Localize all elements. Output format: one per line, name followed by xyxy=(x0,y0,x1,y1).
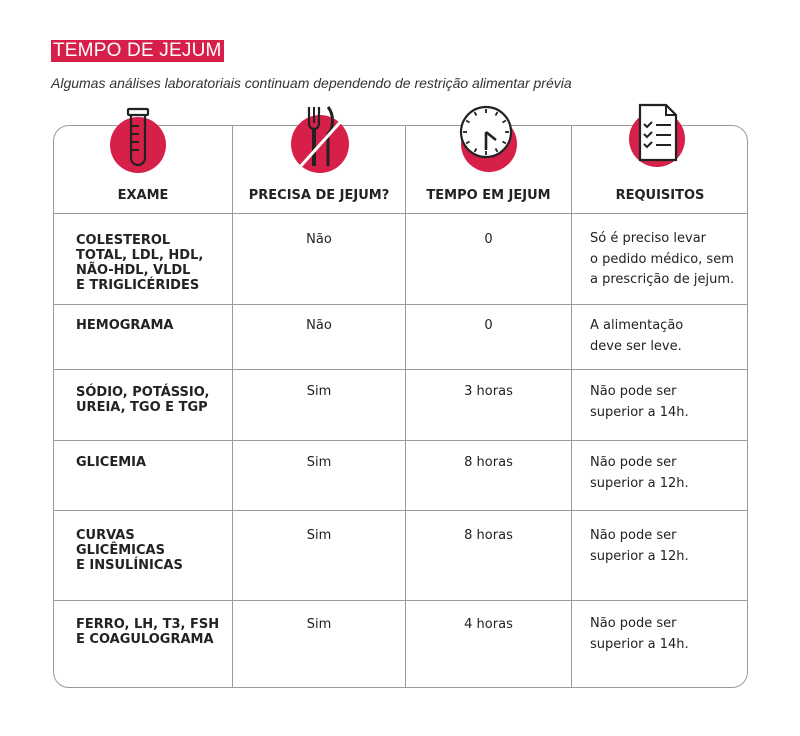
row-divider xyxy=(54,600,748,601)
clock-icon xyxy=(456,102,520,174)
time-value: 8 horas xyxy=(464,455,513,470)
row-divider xyxy=(54,440,748,441)
row-divider xyxy=(54,213,748,214)
column-divider xyxy=(571,125,572,688)
row-divider xyxy=(54,510,748,511)
header-exam: EXAME xyxy=(117,188,169,203)
exam-name: CURVAS GLICÊMICAS E INSULÍNICAS xyxy=(76,528,183,573)
header-time: TEMPO EM JEJUM xyxy=(426,188,551,203)
requirement-text: Só é preciso levar o pedido médico, sem a prescrição de jejum. xyxy=(590,231,735,287)
time-value: 3 horas xyxy=(464,384,513,399)
page-subtitle: Algumas análises laboratoriais continuam dependendo de restrição alimentar prévia xyxy=(51,75,572,91)
column-divider xyxy=(232,125,233,688)
fasting-value: Sim xyxy=(306,528,332,543)
test-tube-icon xyxy=(108,106,168,174)
exam-name: COLESTEROL TOTAL, LDL, HDL, NÃO-HDL, VLDL E TRIGLICÉRIDES xyxy=(76,233,204,293)
time-value: 0 xyxy=(484,232,493,247)
fasting-value: Não xyxy=(306,232,332,247)
row-divider xyxy=(54,369,748,370)
fasting-value: Sim xyxy=(306,455,332,470)
row-divider xyxy=(54,304,748,305)
requirement-text: Não pode ser superior a 12h. xyxy=(590,528,689,564)
requirement-text: Não pode ser superior a 14h. xyxy=(590,616,689,652)
exam-name: FERRO, LH, T3, FSH E COAGULOGRAMA xyxy=(76,617,220,647)
page-title: TEMPO DE JEJUM xyxy=(53,40,222,61)
fasting-value: Não xyxy=(306,318,332,333)
time-value: 0 xyxy=(484,318,493,333)
exam-name: GLICEMIA xyxy=(76,455,147,470)
requirement-text: Não pode ser superior a 14h. xyxy=(590,384,689,420)
fasting-value: Sim xyxy=(306,617,332,632)
header-fasting: PRECISA DE JEJUM? xyxy=(248,188,390,203)
time-value: 4 horas xyxy=(464,617,513,632)
time-value: 8 horas xyxy=(464,528,513,543)
exam-name: SÓDIO, POTÁSSIO, UREIA, TGO E TGP xyxy=(76,385,210,415)
no-fork-knife-icon xyxy=(288,104,352,174)
checklist-icon xyxy=(626,102,688,174)
fasting-value: Sim xyxy=(306,384,332,399)
column-divider xyxy=(405,125,406,688)
requirement-text: Não pode ser superior a 12h. xyxy=(590,455,689,491)
header-requirements: REQUISITOS xyxy=(615,188,705,203)
requirement-text: A alimentação deve ser leve. xyxy=(590,318,684,354)
exam-name: HEMOGRAMA xyxy=(76,318,174,333)
